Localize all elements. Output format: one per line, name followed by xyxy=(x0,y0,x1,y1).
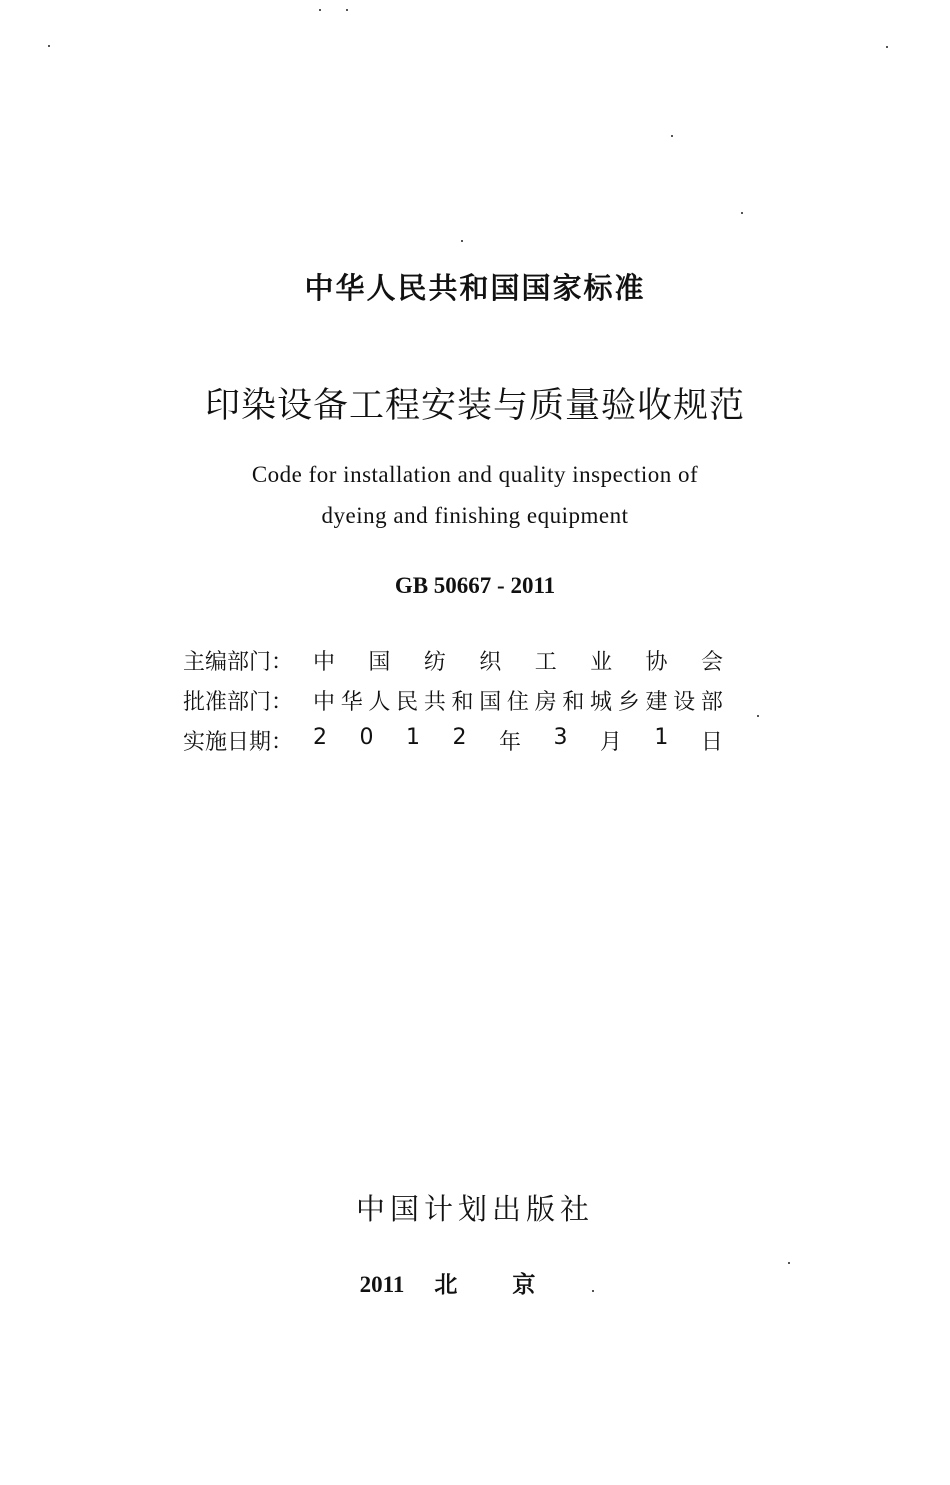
value-char: 中 xyxy=(313,649,336,675)
effective-date-label: 实施日期： xyxy=(183,729,294,755)
scan-speck xyxy=(461,240,463,242)
value-char: 国 xyxy=(479,689,502,715)
value-char: 2 xyxy=(452,724,467,750)
value-char: 工 xyxy=(534,649,557,675)
approver-department-label: 批准部门： xyxy=(183,689,294,715)
value-char: 建 xyxy=(645,689,668,715)
publication-year-place xyxy=(0,1266,950,1299)
scan-speck xyxy=(788,1262,790,1264)
value-char: 和 xyxy=(451,689,474,715)
value-char: 纺 xyxy=(423,649,446,675)
value-char: 乡 xyxy=(617,689,640,715)
value-char: 月 xyxy=(599,729,622,755)
value-char: 民 xyxy=(396,689,419,715)
scan-speck xyxy=(319,9,321,11)
value-char: 织 xyxy=(479,649,502,675)
value-char: 城 xyxy=(590,689,613,715)
value-char: 2 xyxy=(313,724,327,750)
effective-date-line xyxy=(183,725,723,755)
scan-speck xyxy=(48,45,50,47)
value-char: 部 xyxy=(700,689,723,715)
value-char: 1 xyxy=(654,724,669,750)
value-char: 0 xyxy=(359,724,374,750)
value-char: 会 xyxy=(700,649,723,675)
value-char: 华 xyxy=(340,689,363,715)
approver-department-value xyxy=(313,685,723,716)
value-char: 房 xyxy=(534,689,557,715)
scan-speck xyxy=(741,212,743,214)
value-char: 共 xyxy=(423,689,446,715)
value-char: 设 xyxy=(673,689,696,715)
approver-department-line xyxy=(183,685,723,715)
value-char: 中 xyxy=(313,689,336,715)
scan-speck xyxy=(886,46,888,48)
value-char: 协 xyxy=(645,649,668,675)
value-char: 3 xyxy=(553,724,568,750)
english-title-line-2: dyeing and finishing equipment xyxy=(321,503,629,528)
value-char: 国 xyxy=(368,649,391,675)
standard-number: GB 50667 - 2011 xyxy=(394,573,556,598)
value-char: 业 xyxy=(590,649,613,675)
value-char: 人 xyxy=(368,689,391,715)
value-char: 日 xyxy=(700,729,723,755)
publication-year: 2011 xyxy=(359,1272,405,1297)
editor-department-value xyxy=(313,645,723,676)
english-title-line-1: Code for installation and quality inspection of xyxy=(251,462,699,487)
value-char: 住 xyxy=(506,689,529,715)
value-char: 1 xyxy=(405,724,420,750)
publication-city: 北京 xyxy=(434,1272,591,1298)
editor-department-label: 主编部门： xyxy=(183,649,294,675)
scan-speck xyxy=(346,9,348,11)
chinese-title: 印染设备工程安装与质量验收规范 xyxy=(204,386,745,426)
editor-department-line xyxy=(183,645,723,675)
effective-date-value xyxy=(313,725,723,756)
national-standard-heading: 中华人民共和国国家标准 xyxy=(304,271,646,305)
value-char: 和 xyxy=(562,689,585,715)
publisher-name: 中国计划出版社 xyxy=(355,1192,594,1226)
scan-speck xyxy=(671,135,673,137)
scan-speck xyxy=(757,715,759,717)
value-char: 年 xyxy=(498,729,521,755)
